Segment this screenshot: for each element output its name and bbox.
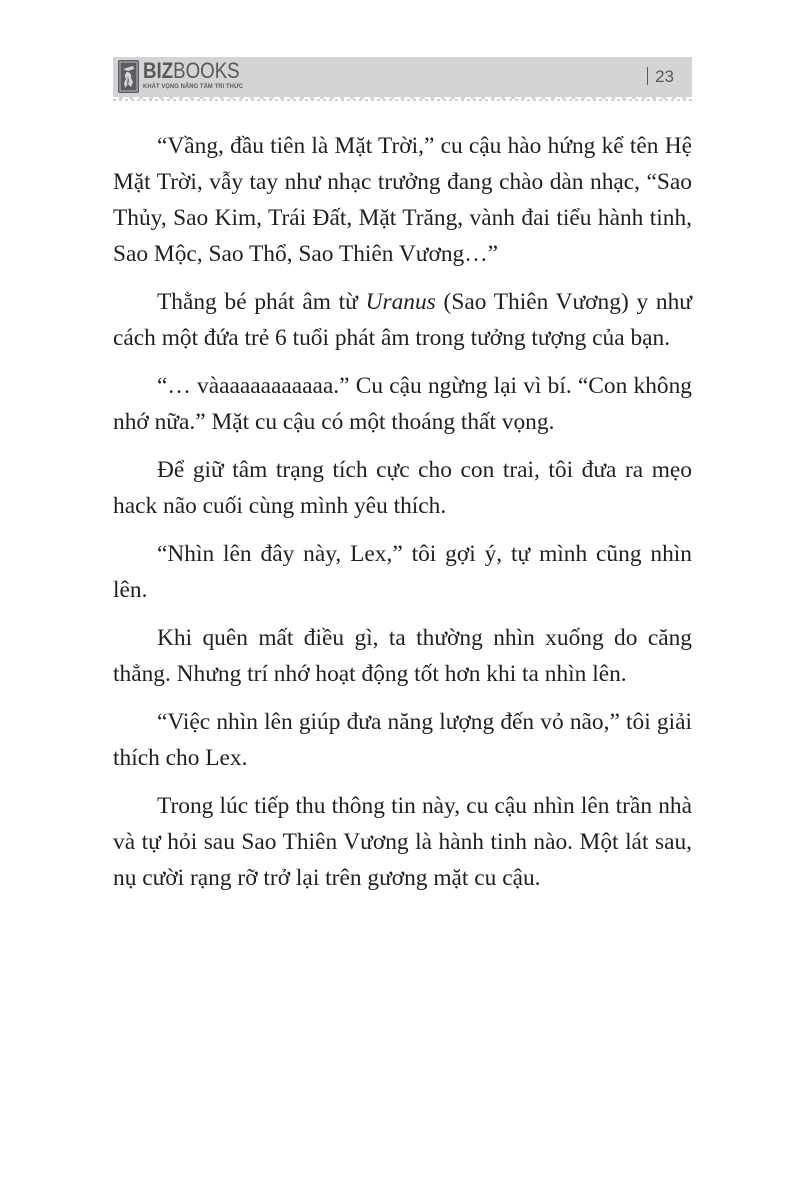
paragraph: “Việc nhìn lên giúp đưa năng lượng đến vỏ não,” tôi giải thích cho Lex. xyxy=(113,709,692,771)
paragraph: Trong lúc tiếp thu thông tin này, cu cậu nhìn lên trần nhà và tự hỏi sau Sao Thiên Vương là hành tinh nào. Một lát sau, nụ cười rạng rỡ trở lại trên gương mặt cu cậu. xyxy=(113,793,692,891)
brand-name: BIZBOOKS xyxy=(143,58,240,83)
paragraph: Để giữ tâm trạng tích cực cho con trai, tôi đưa ra mẹo hack não cuối cùng mình yêu thích. xyxy=(113,457,692,519)
separator-bar xyxy=(647,67,648,85)
paragraph: “Nhìn lên đây này, Lex,” tôi gợi ý, tự mình cũng nhìn lên. xyxy=(113,541,692,603)
publisher-logo xyxy=(118,60,257,93)
paragraph: “Vầng, đầu tiên là Mặt Trời,” cu cậu hào hứng kể tên Hệ Mặt Trời, vẫy tay như nhạc trưởng đang chào dàn nhạc, “Sao Thủy, Sao Kim, Trái Đất, Mặt Trăng, vành đai tiểu hành tinh, Sao Mộc, Sao Thổ, Sao Thiên Vương…” xyxy=(113,133,692,267)
italic-term: Uranus xyxy=(365,289,436,315)
page-number: 23 xyxy=(647,67,674,87)
body-text xyxy=(113,128,692,908)
paragraph: Khi quên mất điều gì, ta thường nhìn xuống do căng thẳng. Nhưng trí nhớ hoạt động tốt hơn khi ta nhìn lên. xyxy=(113,625,692,687)
book-knight-icon xyxy=(118,60,139,93)
header-dashed-edge xyxy=(113,99,692,101)
running-header xyxy=(113,57,692,99)
paragraph: “… vàaaaaaaaaaaa.” Cu cậu ngừng lại vì bí. “Con không nhớ nữa.” Mặt cu cậu có một thoáng thất vọng. xyxy=(113,373,692,435)
brand-tagline: KHÁT VỌNG NÂNG TẦM TRI THỨC xyxy=(143,83,244,90)
paragraph: Thằng bé phát âm từ Uranus (Sao Thiên Vương) y như cách một đứa trẻ 6 tuổi phát âm trong tưởng tượng của bạn. xyxy=(113,289,692,351)
